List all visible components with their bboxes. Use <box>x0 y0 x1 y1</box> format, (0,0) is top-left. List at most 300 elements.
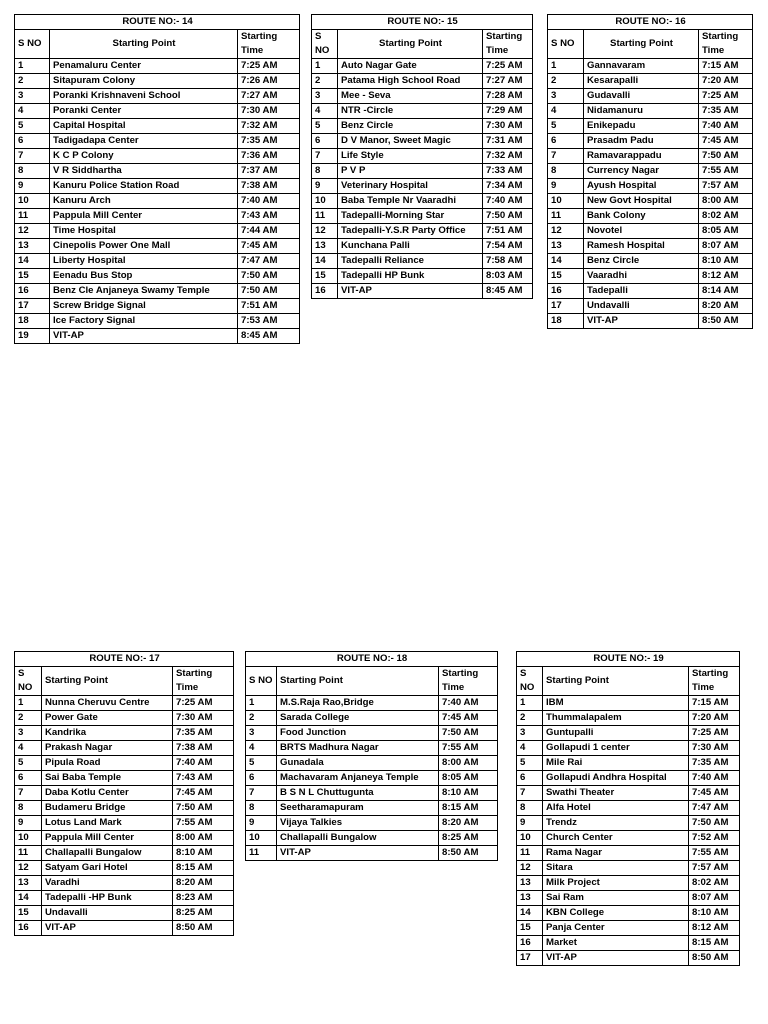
cell-starting-time: 7:50 AM <box>439 726 498 741</box>
cell-sno: 1 <box>517 696 543 711</box>
cell-starting-time: 8:45 AM <box>483 284 533 299</box>
cell-starting-time: 7:30 AM <box>238 104 300 119</box>
cell-starting-point: Gollapudi Andhra Hospital <box>543 771 689 786</box>
cell-starting-time: 7:27 AM <box>483 74 533 89</box>
cell-starting-point: Sai Baba Temple <box>42 771 173 786</box>
cell-starting-time: 8:45 AM <box>238 329 300 344</box>
cell-sno: 14 <box>312 254 338 269</box>
cell-starting-time: 7:55 AM <box>689 846 740 861</box>
table-row <box>517 726 740 741</box>
cell-starting-point: Prasadm Padu <box>584 134 699 149</box>
cell-starting-time: 7:45 AM <box>173 786 234 801</box>
cell-sno: 9 <box>312 179 338 194</box>
table-row <box>517 936 740 951</box>
cell-starting-point: Veterinary Hospital <box>338 179 483 194</box>
cell-sno: 13 <box>517 876 543 891</box>
cell-sno: 16 <box>15 284 50 299</box>
cell-starting-point: M.S.Raja Rao,Bridge <box>277 696 439 711</box>
cell-starting-point: Rama Nagar <box>543 846 689 861</box>
table-row <box>15 74 300 89</box>
cell-sno: 1 <box>246 696 277 711</box>
cell-starting-point: Ice Factory Signal <box>50 314 238 329</box>
cell-sno: 11 <box>517 846 543 861</box>
cell-starting-time: 8:02 AM <box>689 876 740 891</box>
cell-starting-time: 7:57 AM <box>699 179 753 194</box>
cell-starting-point: VIT-AP <box>42 921 173 936</box>
cell-sno: 11 <box>312 209 338 224</box>
cell-starting-time: 7:50 AM <box>699 149 753 164</box>
table-row <box>246 846 498 861</box>
table-row <box>517 756 740 771</box>
route-table-17 <box>14 651 234 936</box>
table-row <box>15 59 300 74</box>
cell-sno: 3 <box>312 89 338 104</box>
table-row <box>15 846 234 861</box>
cell-starting-time: 8:50 AM <box>439 846 498 861</box>
cell-starting-point: Gudavalli <box>584 89 699 104</box>
cell-sno: 17 <box>517 951 543 966</box>
cell-starting-time: 8:50 AM <box>699 314 753 329</box>
cell-sno: 14 <box>548 254 584 269</box>
cell-sno: 5 <box>548 119 584 134</box>
cell-starting-time: 7:31 AM <box>483 134 533 149</box>
table-row <box>517 876 740 891</box>
cell-sno: 2 <box>548 74 584 89</box>
table-row <box>312 194 533 209</box>
header-sno: S NO <box>15 30 50 59</box>
cell-starting-point: Ramesh Hospital <box>584 239 699 254</box>
cell-starting-time: 7:35 AM <box>689 756 740 771</box>
cell-starting-time: 8:10 AM <box>439 786 498 801</box>
cell-starting-time: 7:32 AM <box>483 149 533 164</box>
route-table-14 <box>14 14 300 344</box>
cell-starting-time: 7:28 AM <box>483 89 533 104</box>
cell-starting-point: Poranki Krishnaveni School <box>50 89 238 104</box>
table-row <box>15 179 300 194</box>
table-row <box>517 801 740 816</box>
route-title: ROUTE NO:- 17 <box>15 652 234 667</box>
cell-starting-point: Satyam Gari Hotel <box>42 861 173 876</box>
cell-starting-time: 8:07 AM <box>699 239 753 254</box>
table-row <box>15 119 300 134</box>
table-row <box>517 741 740 756</box>
table-row <box>517 906 740 921</box>
cell-starting-time: 7:25 AM <box>699 89 753 104</box>
table-row <box>548 209 753 224</box>
cell-starting-point: V R Siddhartha <box>50 164 238 179</box>
cell-starting-point: Prakash Nagar <box>42 741 173 756</box>
cell-starting-time: 7:45 AM <box>689 786 740 801</box>
cell-starting-time: 8:50 AM <box>689 951 740 966</box>
cell-sno: 2 <box>246 711 277 726</box>
table-row <box>246 756 498 771</box>
cell-starting-time: 7:38 AM <box>238 179 300 194</box>
route-title: ROUTE NO:- 18 <box>246 652 498 667</box>
cell-sno: 9 <box>246 816 277 831</box>
cell-sno: 8 <box>517 801 543 816</box>
cell-sno: 12 <box>15 861 42 876</box>
cell-starting-point: Bank Colony <box>584 209 699 224</box>
cell-starting-point: Benz Circle <box>338 119 483 134</box>
cell-starting-point: Thummalapalem <box>543 711 689 726</box>
table-row <box>548 74 753 89</box>
route-title: ROUTE NO:- 19 <box>517 652 740 667</box>
cell-starting-time: 8:23 AM <box>173 891 234 906</box>
cell-starting-point: New Govt Hospital <box>584 194 699 209</box>
header-starting-point: Starting Point <box>50 30 238 59</box>
cell-starting-point: D V Manor, Sweet Magic <box>338 134 483 149</box>
cell-starting-time: 7:55 AM <box>439 741 498 756</box>
table-row <box>246 816 498 831</box>
cell-starting-point: Tadepalli-Y.S.R Party Office <box>338 224 483 239</box>
header-sno: S NO <box>246 667 277 696</box>
cell-starting-point: Challapalli Bungalow <box>277 831 439 846</box>
cell-starting-point: Market <box>543 936 689 951</box>
cell-sno: 8 <box>312 164 338 179</box>
cell-starting-time: 8:15 AM <box>689 936 740 951</box>
cell-sno: 15 <box>548 269 584 284</box>
table-row <box>312 224 533 239</box>
table-row <box>312 164 533 179</box>
cell-starting-time: 7:51 AM <box>483 224 533 239</box>
cell-starting-point: Church Center <box>543 831 689 846</box>
table-row <box>517 846 740 861</box>
cell-starting-time: 7:35 AM <box>699 104 753 119</box>
header-sno: S NO <box>517 667 543 696</box>
cell-starting-point: Kesarapalli <box>584 74 699 89</box>
cell-sno: 16 <box>548 284 584 299</box>
cell-starting-time: 7:35 AM <box>173 726 234 741</box>
cell-starting-point: Machavaram Anjaneya Temple <box>277 771 439 786</box>
cell-starting-time: 7:25 AM <box>238 59 300 74</box>
cell-starting-time: 7:32 AM <box>238 119 300 134</box>
cell-sno: 4 <box>246 741 277 756</box>
cell-sno: 14 <box>15 891 42 906</box>
cell-starting-point: Undavalli <box>584 299 699 314</box>
table-row <box>312 104 533 119</box>
route-title: ROUTE NO:- 16 <box>548 15 753 30</box>
cell-sno: 6 <box>246 771 277 786</box>
cell-starting-time: 7:33 AM <box>483 164 533 179</box>
route-title: ROUTE NO:- 14 <box>15 15 300 30</box>
table-row <box>15 696 234 711</box>
table-row <box>548 119 753 134</box>
table-row <box>517 816 740 831</box>
cell-starting-time: 7:40 AM <box>689 771 740 786</box>
cell-starting-point: Kanuru Arch <box>50 194 238 209</box>
cell-starting-point: Ramavarappadu <box>584 149 699 164</box>
table-row <box>15 786 234 801</box>
cell-starting-point: Daba Kotlu Center <box>42 786 173 801</box>
table-row <box>548 104 753 119</box>
cell-sno: 13 <box>517 891 543 906</box>
cell-starting-time: 7:50 AM <box>689 816 740 831</box>
cell-sno: 3 <box>15 89 50 104</box>
cell-sno: 17 <box>548 299 584 314</box>
route-table-16 <box>547 14 753 329</box>
cell-starting-time: 7:51 AM <box>238 299 300 314</box>
table-row <box>15 104 300 119</box>
cell-starting-time: 7:29 AM <box>483 104 533 119</box>
cell-starting-point: Cinepolis Power One Mall <box>50 239 238 254</box>
cell-starting-point: Nidamanuru <box>584 104 699 119</box>
cell-starting-time: 8:25 AM <box>439 831 498 846</box>
cell-starting-point: VIT-AP <box>543 951 689 966</box>
table-row <box>312 269 533 284</box>
table-row <box>312 284 533 299</box>
cell-sno: 7 <box>246 786 277 801</box>
table-row <box>15 254 300 269</box>
table-row <box>15 741 234 756</box>
cell-sno: 5 <box>15 119 50 134</box>
cell-sno: 3 <box>15 726 42 741</box>
cell-starting-time: 8:15 AM <box>173 861 234 876</box>
cell-sno: 3 <box>517 726 543 741</box>
cell-sno: 5 <box>517 756 543 771</box>
header-starting-time: Starting Time <box>699 30 753 59</box>
cell-starting-point: Screw Bridge Signal <box>50 299 238 314</box>
cell-starting-point: Time Hospital <box>50 224 238 239</box>
table-row <box>246 831 498 846</box>
cell-starting-time: 7:43 AM <box>173 771 234 786</box>
cell-starting-point: Varadhi <box>42 876 173 891</box>
header-starting-point: Starting Point <box>277 667 439 696</box>
cell-starting-point: Penamaluru Center <box>50 59 238 74</box>
cell-sno: 4 <box>548 104 584 119</box>
cell-sno: 9 <box>548 179 584 194</box>
header-starting-time: Starting Time <box>483 30 533 59</box>
cell-starting-point: Life Style <box>338 149 483 164</box>
cell-starting-time: 7:45 AM <box>699 134 753 149</box>
table-row <box>548 239 753 254</box>
table-row <box>517 696 740 711</box>
cell-starting-time: 7:15 AM <box>699 59 753 74</box>
cell-starting-point: Mile Rai <box>543 756 689 771</box>
cell-sno: 12 <box>517 861 543 876</box>
table-row <box>15 816 234 831</box>
cell-sno: 3 <box>246 726 277 741</box>
cell-starting-point: B S N L Chuttugunta <box>277 786 439 801</box>
cell-starting-time: 7:53 AM <box>238 314 300 329</box>
cell-starting-point: Novotel <box>584 224 699 239</box>
cell-sno: 4 <box>517 741 543 756</box>
cell-sno: 19 <box>15 329 50 344</box>
table-row <box>548 194 753 209</box>
route-table-15 <box>311 14 533 299</box>
cell-starting-point: P V P <box>338 164 483 179</box>
cell-sno: 11 <box>15 846 42 861</box>
cell-sno: 5 <box>312 119 338 134</box>
cell-starting-point: Food Junction <box>277 726 439 741</box>
cell-starting-point: Tadepalli Reliance <box>338 254 483 269</box>
cell-starting-point: Nunna Cheruvu Centre <box>42 696 173 711</box>
cell-sno: 17 <box>15 299 50 314</box>
table-row <box>15 801 234 816</box>
cell-sno: 6 <box>15 134 50 149</box>
cell-starting-time: 8:00 AM <box>699 194 753 209</box>
cell-starting-time: 7:40 AM <box>483 194 533 209</box>
cell-sno: 10 <box>548 194 584 209</box>
table-row <box>15 314 300 329</box>
cell-starting-point: Undavalli <box>42 906 173 921</box>
table-row <box>15 164 300 179</box>
cell-starting-point: Tadepalli <box>584 284 699 299</box>
cell-starting-point: Seetharamapuram <box>277 801 439 816</box>
cell-sno: 12 <box>15 224 50 239</box>
cell-starting-point: Gunadala <box>277 756 439 771</box>
table-row <box>548 299 753 314</box>
cell-sno: 18 <box>548 314 584 329</box>
cell-starting-time: 8:15 AM <box>439 801 498 816</box>
cell-sno: 8 <box>548 164 584 179</box>
cell-sno: 18 <box>15 314 50 329</box>
cell-starting-time: 7:52 AM <box>689 831 740 846</box>
cell-starting-time: 7:45 AM <box>439 711 498 726</box>
cell-starting-point: Tadigadapa Center <box>50 134 238 149</box>
cell-sno: 1 <box>15 696 42 711</box>
cell-sno: 8 <box>246 801 277 816</box>
route-table-18 <box>245 651 498 861</box>
cell-sno: 4 <box>312 104 338 119</box>
cell-sno: 13 <box>15 876 42 891</box>
cell-starting-time: 7:57 AM <box>689 861 740 876</box>
cell-starting-time: 8:05 AM <box>439 771 498 786</box>
cell-sno: 2 <box>312 74 338 89</box>
table-row <box>15 726 234 741</box>
header-starting-point: Starting Point <box>543 667 689 696</box>
cell-sno: 1 <box>548 59 584 74</box>
cell-starting-point: Capital Hospital <box>50 119 238 134</box>
table-row <box>15 831 234 846</box>
cell-starting-point: Guntupalli <box>543 726 689 741</box>
cell-starting-time: 7:25 AM <box>689 726 740 741</box>
cell-starting-time: 8:20 AM <box>173 876 234 891</box>
cell-sno: 8 <box>15 164 50 179</box>
table-row <box>548 164 753 179</box>
cell-starting-time: 8:05 AM <box>699 224 753 239</box>
cell-starting-point: Benz Circle <box>584 254 699 269</box>
cell-starting-time: 7:43 AM <box>238 209 300 224</box>
cell-starting-point: Swathi Theater <box>543 786 689 801</box>
cell-sno: 15 <box>312 269 338 284</box>
table-row <box>312 209 533 224</box>
cell-sno: 16 <box>15 921 42 936</box>
cell-starting-point: NTR -Circle <box>338 104 483 119</box>
cell-starting-point: VIT-AP <box>50 329 238 344</box>
cell-starting-time: 8:10 AM <box>699 254 753 269</box>
cell-starting-point: Auto Nagar Gate <box>338 59 483 74</box>
cell-starting-point: Ayush Hospital <box>584 179 699 194</box>
cell-sno: 14 <box>15 254 50 269</box>
cell-starting-time: 7:45 AM <box>238 239 300 254</box>
table-row <box>246 696 498 711</box>
cell-starting-time: 7:50 AM <box>238 284 300 299</box>
cell-sno: 6 <box>15 771 42 786</box>
table-row <box>246 786 498 801</box>
cell-starting-time: 7:50 AM <box>238 269 300 284</box>
table-row <box>15 224 300 239</box>
cell-starting-time: 7:50 AM <box>173 801 234 816</box>
table-row <box>312 74 533 89</box>
cell-sno: 7 <box>15 149 50 164</box>
cell-starting-point: Sai Ram <box>543 891 689 906</box>
cell-starting-point: Kunchana Palli <box>338 239 483 254</box>
table-row <box>548 254 753 269</box>
header-sno: S NO <box>15 667 42 696</box>
cell-starting-point: Mee - Seva <box>338 89 483 104</box>
cell-starting-point: Panja Center <box>543 921 689 936</box>
cell-sno: 14 <box>517 906 543 921</box>
table-row <box>312 119 533 134</box>
cell-starting-point: Sitapuram Colony <box>50 74 238 89</box>
table-row <box>312 149 533 164</box>
header-starting-time: Starting Time <box>238 30 300 59</box>
header-starting-point: Starting Point <box>42 667 173 696</box>
table-row <box>517 831 740 846</box>
table-row <box>517 921 740 936</box>
cell-sno: 11 <box>246 846 277 861</box>
table-row <box>246 801 498 816</box>
cell-starting-time: 7:50 AM <box>483 209 533 224</box>
header-sno: S NO <box>548 30 584 59</box>
cell-starting-time: 7:26 AM <box>238 74 300 89</box>
table-row <box>15 921 234 936</box>
table-row <box>517 786 740 801</box>
cell-starting-time: 8:10 AM <box>173 846 234 861</box>
cell-starting-point: Power Gate <box>42 711 173 726</box>
cell-starting-time: 7:30 AM <box>483 119 533 134</box>
table-row <box>517 891 740 906</box>
cell-starting-point: Tadepalli HP Bunk <box>338 269 483 284</box>
cell-sno: 2 <box>517 711 543 726</box>
table-row <box>15 269 300 284</box>
cell-sno: 10 <box>312 194 338 209</box>
cell-starting-time: 7:54 AM <box>483 239 533 254</box>
table-row <box>15 891 234 906</box>
cell-starting-point: Currency Nagar <box>584 164 699 179</box>
cell-starting-time: 7:47 AM <box>238 254 300 269</box>
cell-sno: 10 <box>15 194 50 209</box>
cell-sno: 11 <box>548 209 584 224</box>
cell-sno: 7 <box>312 149 338 164</box>
table-row <box>312 239 533 254</box>
header-starting-point: Starting Point <box>584 30 699 59</box>
table-row <box>15 756 234 771</box>
table-row <box>15 711 234 726</box>
cell-starting-time: 8:00 AM <box>173 831 234 846</box>
cell-sno: 15 <box>15 269 50 284</box>
cell-starting-time: 8:12 AM <box>689 921 740 936</box>
cell-sno: 2 <box>15 711 42 726</box>
cell-starting-time: 7:55 AM <box>173 816 234 831</box>
table-row <box>517 711 740 726</box>
cell-starting-point: VIT-AP <box>584 314 699 329</box>
cell-sno: 15 <box>15 906 42 921</box>
cell-starting-point: Lotus Land Mark <box>42 816 173 831</box>
cell-starting-time: 7:20 AM <box>689 711 740 726</box>
cell-starting-point: Pappula Mill Center <box>50 209 238 224</box>
cell-starting-point: Enikepadu <box>584 119 699 134</box>
cell-starting-time: 7:58 AM <box>483 254 533 269</box>
cell-starting-time: 8:03 AM <box>483 269 533 284</box>
cell-starting-time: 7:34 AM <box>483 179 533 194</box>
cell-starting-time: 8:50 AM <box>173 921 234 936</box>
table-row <box>548 59 753 74</box>
table-row <box>15 194 300 209</box>
table-row <box>548 134 753 149</box>
table-row <box>15 239 300 254</box>
cell-starting-point: VIT-AP <box>277 846 439 861</box>
